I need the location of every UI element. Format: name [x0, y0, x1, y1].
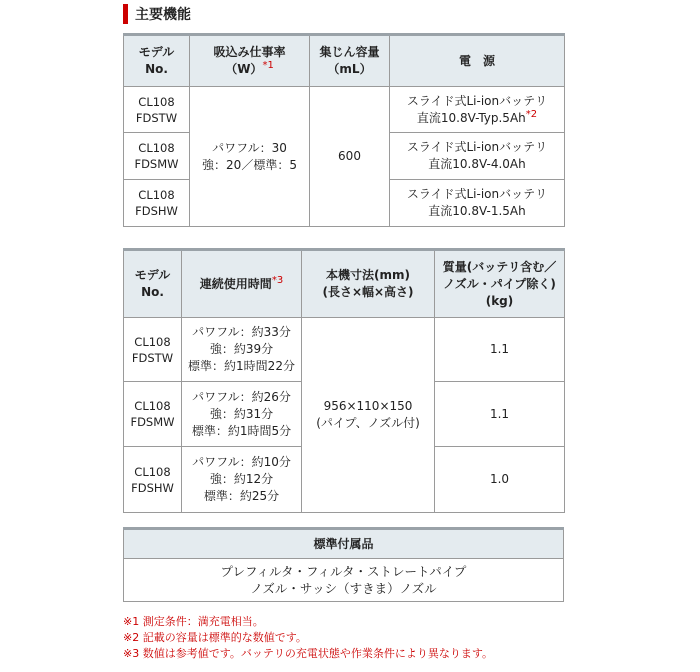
model-cell: CL108 FDSTW — [124, 87, 190, 133]
accessories-header: 標準付属品 — [124, 529, 564, 559]
power-cell: スライド式Li-ionバッテリ 直流10.8V-1.5Ah — [390, 180, 565, 227]
model-cell: CL108 FDSTW — [124, 318, 182, 382]
spec-table-1 — [123, 33, 565, 227]
footnote-3: ※3 数値は参考値です。バッテリの充電状態や作業条件により異なります。 — [123, 647, 493, 660]
accessories-table — [123, 527, 564, 602]
header-suction: 吸込み仕事率 $(W)^{*1}$ — [190, 35, 310, 87]
model-cell: CL108 FDSHW — [124, 447, 182, 513]
section-heading — [123, 3, 191, 25]
table-row — [124, 87, 565, 133]
section-marker — [123, 4, 128, 24]
footnotes — [123, 614, 493, 662]
runtime-cell: パワフル：約33分 強：約39分 標準：約1時間22分 — [182, 318, 302, 382]
section-title: 主要機能 — [135, 7, 191, 23]
header-runtime: 連続使用時間$^{*3}$ — [182, 250, 302, 318]
footnote-mark: *3 — [271, 274, 284, 286]
header-model: モデル No. — [124, 250, 182, 318]
dust-value: 600 — [310, 87, 390, 227]
weight-cell: 1.1 — [435, 382, 565, 447]
footnote-mark: *1 — [262, 60, 274, 71]
header-dust-capacity: 集じん容量 （mL） — [310, 35, 390, 87]
table-row — [124, 318, 565, 382]
header-dimensions: 本機寸法(mm) (長さ×幅×高さ) — [302, 250, 435, 318]
header-power: 電 源 — [390, 35, 565, 87]
model-cell: CL108 FDSHW — [124, 180, 190, 227]
model-cell: CL108 FDSMW — [124, 382, 182, 447]
header-weight: 質量(バッテリ含む／ ノズル・パイプ除く) (kg) — [435, 250, 565, 318]
spec-table-2 — [123, 248, 565, 513]
header-model: モデル No. — [124, 35, 190, 87]
footnote-1: ※1 測定条件：満充電相当。 — [123, 615, 264, 628]
model-cell: CL108 FDSMW — [124, 133, 190, 180]
weight-cell: 1.0 — [435, 447, 565, 513]
runtime-cell: パワフル：約26分 強：約31分 標準：約1時間5分 — [182, 382, 302, 447]
suction-value: パワフル：30 強：20／標準：5 — [190, 87, 310, 227]
power-cell: スライド式Li-ionバッテリ 直流10.8V-4.0Ah — [390, 133, 565, 180]
runtime-cell: パワフル：約10分 強：約12分 標準：約25分 — [182, 447, 302, 513]
dimensions-value: 956×110×150 (パイプ、ノズル付) — [302, 318, 435, 513]
weight-cell: 1.1 — [435, 318, 565, 382]
footnote-mark: *2 — [525, 108, 538, 120]
accessories-list: プレフィルタ・フィルタ・ストレートパイプ ノズル・サッシ（すきま）ノズル — [124, 559, 564, 602]
footnote-2: ※2 記載の容量は標準的な数値です。 — [123, 631, 307, 644]
power-cell: スライド式Li-ionバッテリ 直流10.8V-Typ.5Ah$^{*2}$ — [390, 87, 565, 133]
